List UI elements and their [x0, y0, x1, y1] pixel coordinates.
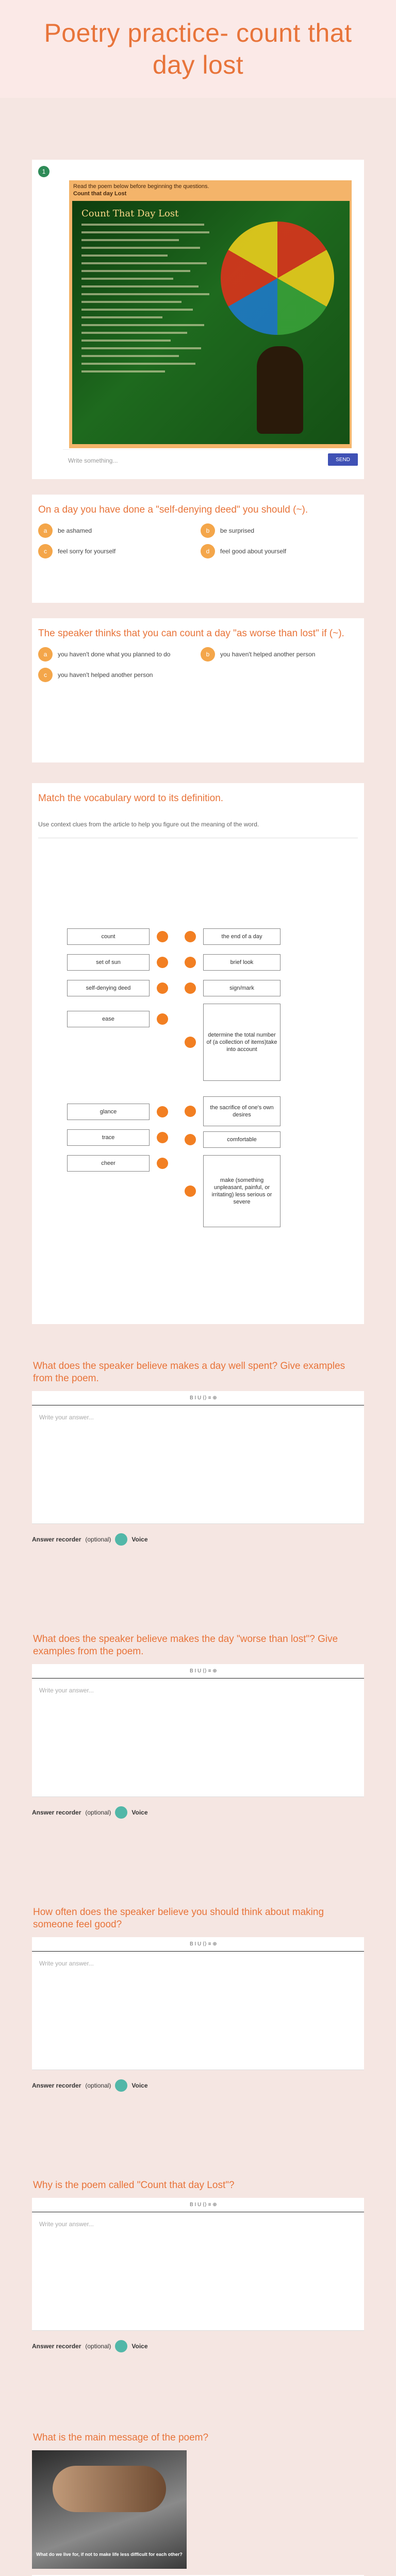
- option-c[interactable]: [38, 544, 195, 558]
- match-handle[interactable]: [185, 982, 196, 994]
- match-handle[interactable]: [157, 1158, 168, 1169]
- match-right-item[interactable]: the end of a day: [203, 928, 280, 945]
- option-letter: b: [201, 523, 215, 538]
- match-handle[interactable]: [185, 1134, 196, 1145]
- text-toolbar[interactable]: B I U ⟨⟩ ≡ ⊕: [32, 1664, 364, 1679]
- match-handle[interactable]: [157, 957, 168, 968]
- match-left-item[interactable]: trace: [67, 1129, 150, 1146]
- option-text: be surprised: [220, 527, 255, 534]
- helping-hands-image: [32, 2450, 187, 2569]
- hands-illustration: [53, 2466, 166, 2512]
- text-toolbar[interactable]: B I U ⟨⟩ ≡ ⊕: [32, 1391, 364, 1405]
- match-handle[interactable]: [185, 1106, 196, 1117]
- options-list: [38, 647, 358, 682]
- question-card-match: [32, 783, 364, 1324]
- umbrella-illustration: [221, 222, 334, 335]
- option-letter: a: [38, 647, 53, 662]
- question-card-q6: [32, 1906, 364, 2092]
- poem-text-lines: [81, 224, 221, 378]
- reading-panel: [69, 180, 352, 448]
- option-letter: b: [201, 647, 215, 662]
- match-right-item[interactable]: brief look: [203, 954, 280, 971]
- option-text: you haven't helped another person: [220, 651, 316, 658]
- question-card-q5: [32, 1633, 364, 1819]
- figure-silhouette: [257, 346, 303, 434]
- answer-recorder: Answer recorder (optional) Voice: [32, 1533, 364, 1546]
- match-left-item[interactable]: self-denying deed: [67, 980, 150, 996]
- reading-instruction: Read the poem below before beginning the questions.: [73, 183, 209, 190]
- match-left-item[interactable]: set of sun: [67, 954, 150, 971]
- reading-subtitle: Count that day Lost: [73, 191, 127, 197]
- match-handle[interactable]: [185, 1037, 196, 1048]
- options-list: [38, 523, 358, 558]
- match-right-item[interactable]: comfortable: [203, 1131, 280, 1148]
- question-card-q2: [32, 618, 364, 762]
- option-letter: d: [201, 544, 215, 558]
- answer-input[interactable]: Write your answer...: [32, 2212, 364, 2331]
- option-letter: a: [38, 523, 53, 538]
- voice-record-icon[interactable]: [115, 1533, 127, 1546]
- match-handle[interactable]: [157, 982, 168, 994]
- match-left-item[interactable]: glance: [67, 1104, 150, 1120]
- option-c[interactable]: [38, 668, 195, 682]
- reply-input[interactable]: Write something...: [63, 449, 328, 471]
- match-right-item[interactable]: make (something unpleasant, painful, or irritating) less serious or severe: [203, 1155, 280, 1227]
- question-title: Why is the poem called "Count that day Lost"?: [33, 2180, 235, 2191]
- answer-recorder: Answer recorder (optional) Voice: [32, 2079, 364, 2092]
- answer-input[interactable]: Write your answer...: [32, 1952, 364, 2070]
- option-text: you haven't done what you planned to do: [58, 651, 171, 658]
- reading-card: [32, 160, 364, 479]
- option-text: feel sorry for yourself: [58, 548, 116, 555]
- option-a[interactable]: [38, 523, 195, 538]
- voice-record-icon[interactable]: [115, 2340, 127, 2352]
- poem-image-title: Count That Day Lost: [81, 208, 179, 219]
- answer-recorder: Answer recorder (optional) Voice: [32, 2340, 364, 2352]
- text-toolbar[interactable]: B I U ⟨⟩ ≡ ⊕: [32, 2198, 364, 2212]
- question-card-q7: [32, 2179, 364, 2352]
- match-right-item[interactable]: the sacrifice of one's own desires: [203, 1096, 280, 1126]
- answer-input[interactable]: Write your answer...: [32, 1679, 364, 1797]
- match-left-item[interactable]: count: [67, 928, 150, 945]
- option-b[interactable]: [201, 647, 358, 662]
- option-a[interactable]: [38, 647, 195, 662]
- question-title: What does the speaker believe makes a day well spent? Give examples from the poem.: [33, 1361, 345, 1384]
- match-right-item[interactable]: determine the total number of (a collection of items)take into account: [203, 1004, 280, 1081]
- send-button[interactable]: SEND: [328, 453, 358, 466]
- match-left-item[interactable]: cheer: [67, 1155, 150, 1172]
- question-card-q4: [32, 1360, 364, 1546]
- answer-recorder: Answer recorder (optional) Voice: [32, 1806, 364, 1819]
- question-title: How often does the speaker believe you should think about making someone feel good?: [33, 1907, 324, 1930]
- match-right-item[interactable]: sign/mark: [203, 980, 280, 996]
- option-letter: c: [38, 544, 53, 558]
- image-caption: What do we live for, if not to make life less difficult for each other?: [36, 2552, 183, 2557]
- match-handle[interactable]: [185, 957, 196, 968]
- poem-image: [72, 201, 350, 444]
- question-card-q8: [32, 2432, 364, 2576]
- voice-record-icon[interactable]: [115, 2079, 127, 2092]
- option-letter: c: [38, 668, 53, 682]
- question-description: Use context clues from the article to help you figure out the meaning of the word.: [38, 821, 259, 828]
- question-title: Match the vocabulary word to its definition.: [38, 793, 224, 804]
- match-handle[interactable]: [157, 1106, 168, 1117]
- match-handle[interactable]: [185, 931, 196, 942]
- question-title: On a day you have done a "self-denying deed" you should (~).: [38, 504, 308, 515]
- text-toolbar[interactable]: B I U ⟨⟩ ≡ ⊕: [32, 1937, 364, 1952]
- question-card-q1: [32, 495, 364, 603]
- match-handle[interactable]: [185, 1185, 196, 1197]
- match-handle[interactable]: [157, 1132, 168, 1143]
- match-handle[interactable]: [157, 1013, 168, 1025]
- option-d[interactable]: [201, 544, 358, 558]
- question-title: The speaker thinks that you can count a day "as worse than lost" if (~).: [38, 628, 344, 639]
- answer-input[interactable]: Write your answer...: [32, 1405, 364, 1524]
- option-text: you haven't helped another person: [58, 671, 153, 679]
- page-header: [0, 0, 396, 98]
- question-title: What is the main message of the poem?: [33, 2432, 209, 2443]
- option-text: be ashamed: [58, 527, 92, 534]
- voice-record-icon[interactable]: [115, 1806, 127, 1819]
- page-title: Poetry practice- count that day lost: [44, 19, 352, 79]
- match-handle[interactable]: [157, 931, 168, 942]
- question-title: What does the speaker believe makes the day "worse than lost"? Give examples from the poem.: [33, 1634, 338, 1657]
- match-left-item[interactable]: ease: [67, 1011, 150, 1027]
- option-text: feel good about yourself: [220, 548, 287, 555]
- question-number-badge: 1: [38, 166, 50, 177]
- option-b[interactable]: [201, 523, 358, 538]
